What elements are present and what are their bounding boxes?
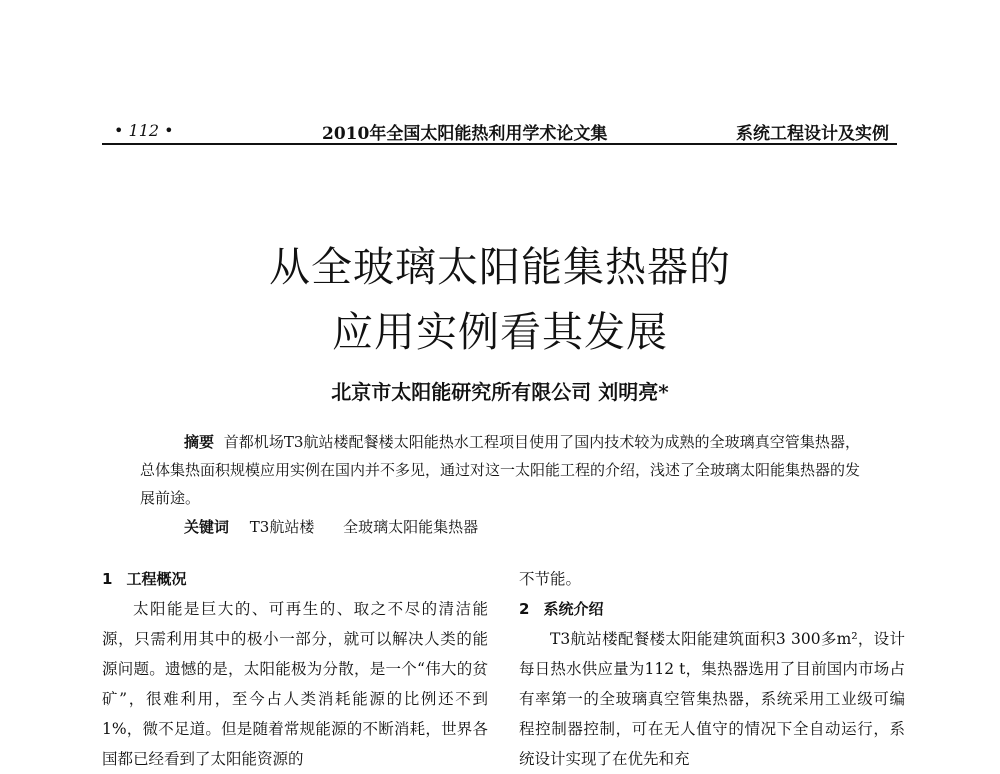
section-title: 工程概况 <box>126 570 187 588</box>
section-title: 系统介绍 <box>543 600 604 618</box>
body-paragraph: T3航站楼配餐楼太阳能建筑面积3 300多m²，设计每日热水供应量为112 t，集热器选用了目前国内市场占有率第一的全玻璃真空管集热器，系统采用工业级可编程控制器控制，可在无人值守的情况下全自动运行，系统设计实现了在优先和充 <box>519 630 905 768</box>
keyword-item: T3航站楼 <box>249 518 315 536</box>
page-number: • 112 • <box>114 121 174 140</box>
keywords-label: 关键词 <box>184 518 230 536</box>
left-column <box>102 564 488 774</box>
section-number: 2 <box>519 600 530 618</box>
section-heading-1 <box>102 564 488 594</box>
paper-title-line-1: 从全玻璃太阳能集热器的 <box>269 243 731 291</box>
continuation-text: 不节能。 <box>519 570 582 588</box>
section-number: 1 <box>102 570 113 588</box>
keywords <box>184 516 502 537</box>
section-title: 系统工程设计及实例 <box>736 124 889 144</box>
running-header <box>102 111 897 145</box>
abstract-text: 首都机场T3航站楼配餐楼太阳能热水工程项目使用了国内技术较为成熟的全玻璃真空管集热器，总体集热面积规模应用实例在国内并不多见，通过对这一太阳能工程的介绍，浅述了全玻璃太阳能集热器的发展前途。 <box>140 433 861 507</box>
body-paragraph: 太阳能是巨大的、可再生的、取之不尽的清洁能源，只需利用其中的极小一部分，就可以解决人类的能源问题。遗憾的是，太阳能极为分散，是一个“伟大的贫矿”，很难利用，至今占人类消耗能源的比例还不到1%，微不足道。但是随着常规能源的不断消耗，世界各国都已经看到了太阳能资源的 <box>102 600 488 768</box>
collection-title: 2010年全国太阳能热利用学术论文集 <box>322 124 608 144</box>
keyword-item: 全玻璃太阳能集热器 <box>343 518 479 536</box>
right-column <box>519 564 905 774</box>
section-heading-2 <box>519 594 905 624</box>
paper-title-line-2: 应用实例看其发展 <box>332 308 668 356</box>
abstract <box>140 428 860 512</box>
author-line: 北京市太阳能研究所有限公司 刘明亮* <box>331 380 669 404</box>
abstract-label: 摘要 <box>184 433 215 451</box>
